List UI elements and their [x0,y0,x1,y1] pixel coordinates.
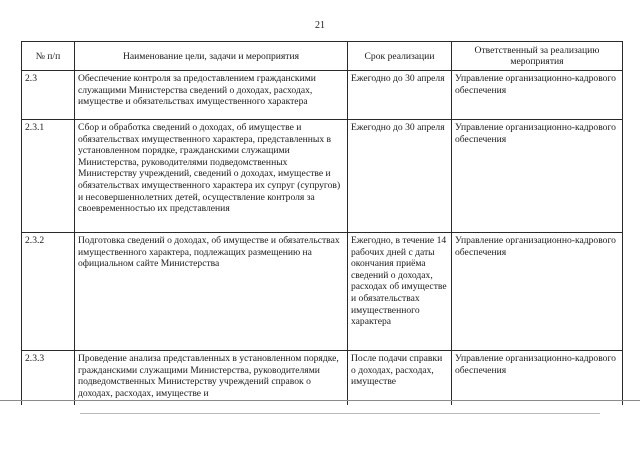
row-number: 2.3.2 [22,233,75,351]
row-number: 2.3.1 [22,120,75,233]
table-row [22,120,623,233]
column-header-responsible: Ответственный за реализацию мероприятия [452,42,623,71]
column-header-name: Наименование цели, задачи и мероприятия [75,42,348,71]
page-cut-line [0,400,640,401]
measure-responsible: Управление организационно-кадрового обеспечения [452,233,623,351]
measure-responsible: Управление организационно-кадрового обеспечения [452,120,623,233]
column-header-num: № п/п [22,42,75,71]
table-row [22,71,623,120]
row-number: 2.3.3 [22,351,75,406]
column-header-term: Срок реализации [348,42,452,71]
measure-name: Подготовка сведений о доходах, об имуществе и обязательствах имущественного характера, подлежащих размещению на официальном сайте Министерства [75,233,348,351]
page-bottom-margin [0,414,640,453]
page-number: 21 [315,20,325,31]
table-row [22,351,623,406]
measures-table [21,41,623,405]
measure-responsible: Управление организационно-кадрового обеспечения [452,351,623,406]
measure-responsible: Управление организационно-кадрового обеспечения [452,71,623,120]
page-edge-line [80,413,600,414]
measure-term: Ежегодно до 30 апреля [348,120,452,233]
row-number: 2.3 [22,71,75,120]
measure-name: Обеспечение контроля за предоставлением гражданскими служащими Министерства сведений о доходах, расходах, имуществе и обязательствах имущественного характера [75,71,348,120]
table-header-row [22,42,623,71]
measure-term: Ежегодно, в течение 14 рабочих дней с даты окончания приёма сведений о доходах, расходах об имуществе и обязательствах имущественного характера [348,233,452,351]
measure-term: После подачи справки о доходах, расходах, имуществе [348,351,452,406]
measure-name: Проведение анализа представленных в установленном порядке, гражданскими служащими Министерства, руководителями подведомственных Министерству учреждений справок о доходах, расходах, имуществе и [75,351,348,406]
measure-name: Сбор и обработка сведений о доходах, об имуществе и обязательствах имущественного характера, представленных в установленном порядке, гражданскими служащими Министерства, руководителями подведомственных Министерству учреждений, сведений о доходах, имуществе и обязательствах имущественного характера их супруг (супругов) и несовершеннолетних детей, осуществление контроля за своевременностью их представления [75,120,348,233]
table-row [22,233,623,351]
measure-term: Ежегодно до 30 апреля [348,71,452,120]
